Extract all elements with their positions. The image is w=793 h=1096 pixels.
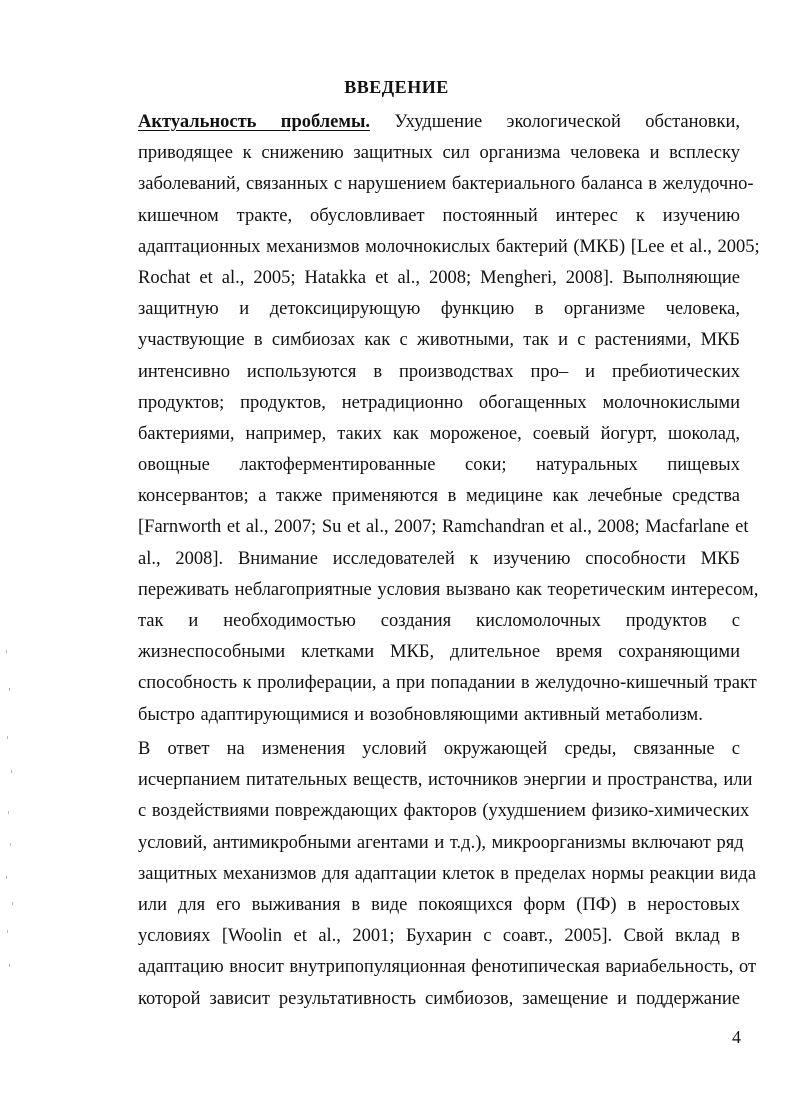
paragraph-line: с воздействиями повреждающих факторов (ухудшением физико-химических <box>138 801 750 822</box>
section-lead-heading: Актуальность проблемы. <box>138 112 371 132</box>
paragraph-line: быстро адаптирующимися и возобновляющими активный метаболизм. <box>138 704 703 725</box>
paragraph-line: продуктов; продуктов, нетрадиционно обогащенных молочнокислыми <box>138 392 740 413</box>
paragraph-line: участвующие в симбиозах как с животными, так и с растениями, МКБ <box>138 330 740 351</box>
paragraph-line: приводящее к снижению защитных сил организма человека и всплеску <box>138 143 740 164</box>
paragraph-line: [Farnworth et al., 2007; Su et al., 2007; Ramchandran et al., 2008; Macfarlane et <box>138 517 749 538</box>
paragraph-line: которой зависит результативность симбиозов, замещение и поддержание <box>138 988 740 1009</box>
paragraph-line: способность к пролиферации, а при попадании в желудочно-кишечный тракт <box>138 673 757 694</box>
paragraph-line: адаптацию вносит внутрипопуляционная фенотипическая вариабельность, от <box>138 957 757 978</box>
paragraph-adaptation <box>138 734 757 1015</box>
paragraph-line: кишечном тракте, обусловливает постоянный интерес к изучению <box>138 205 740 226</box>
paragraph-line: исчерпанием питательных веществ, источников энергии и пространства, или <box>138 770 753 791</box>
paragraph-line: бактериями, например, таких как мороженое, соевый йогурт, шоколад, <box>138 423 740 444</box>
paragraph-line: заболеваний, связанных с нарушением бактериального баланса в желудочно- <box>138 174 754 195</box>
page-title: ВВЕДЕНИЕ <box>344 77 449 97</box>
paragraph-line: переживать неблагоприятные условия вызвано как теоретическим интересом, <box>138 579 759 600</box>
paragraph-line: al., 2008]. Внимание исследователей к изучению способности МКБ <box>138 548 740 569</box>
paragraph-line: В ответ на изменения условий окружающей среды, связанные с <box>138 739 740 759</box>
paragraph-line: защитных механизмов для адаптации клеток в пределах нормы реакции вида <box>138 863 757 884</box>
paragraph-line: условий, антимикробными агентами и т.д.), микроорганизмы включают ряд <box>138 832 744 853</box>
paragraph-line: консервантов; а также применяются в медицине как лечебные средства <box>138 486 740 507</box>
paragraph-line: так и необходимостью создания кисломолочных продуктов с <box>138 611 740 631</box>
scan-edge-noise <box>4 640 16 1000</box>
paragraph-relevance <box>138 107 760 731</box>
paragraph-line: жизнеспособными клетками МКБ, длительное время сохраняющими <box>138 642 740 663</box>
paragraph-line: защитную и детоксицирующую функцию в организме человека, <box>138 299 740 320</box>
paragraph-line: адаптационных механизмов молочнокислых бактерий (МКБ) [Lee et al., 2005; <box>138 236 760 257</box>
paragraph-line: овощные лактоферментированные соки; натуральных пищевых <box>138 455 740 476</box>
paragraph-line: условиях [Woolin et al., 2001; Бухарин с соавт., 2005]. Свой вклад в <box>138 926 740 947</box>
paragraph-line: интенсивно используются в производствах про– и пребиотических <box>138 361 740 382</box>
paragraph-line: или для его выживания в виде покоящихся форм (ПФ) в неростовых <box>138 894 740 915</box>
page-number: 4 <box>732 1027 741 1047</box>
paragraph-line: Актуальность проблемы. Ухудшение экологической обстановки, <box>138 112 741 132</box>
paragraph-line: Rochat et al., 2005; Hatakka et al., 2008; Mengheri, 2008]. Выполняющие <box>138 267 740 288</box>
